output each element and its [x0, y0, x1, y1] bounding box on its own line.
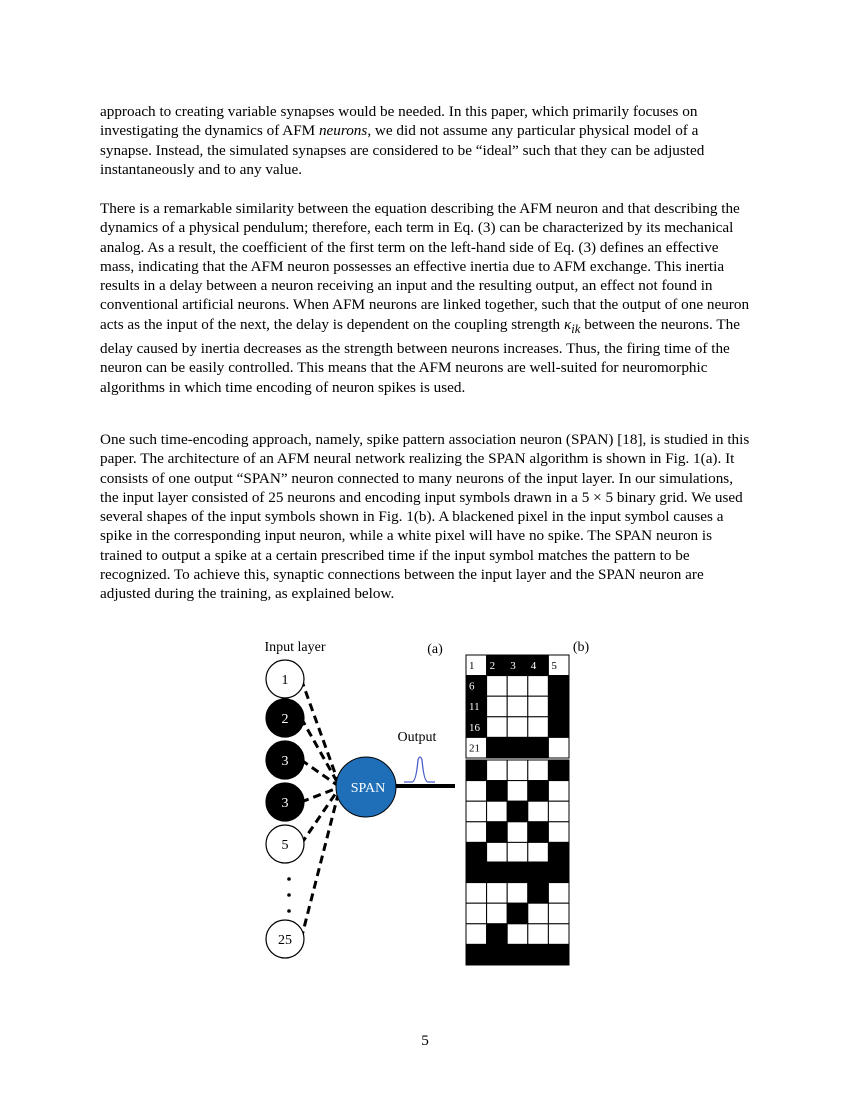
grid-cell — [487, 903, 508, 924]
grid-cell — [487, 676, 508, 697]
grid-cell — [548, 696, 569, 717]
grid-cell — [528, 781, 549, 802]
grid-cell — [548, 862, 569, 883]
grid-cell — [507, 944, 528, 965]
grid-cell — [466, 781, 487, 802]
input-neuron-label: 2 — [281, 712, 289, 727]
symbol-grid — [466, 760, 569, 863]
binary-grids — [466, 655, 569, 965]
grid-cell — [466, 822, 487, 843]
input-neuron-label: 3 — [281, 796, 289, 811]
grid-cell — [487, 781, 508, 802]
grid-cell-number: 3 — [510, 660, 516, 672]
grid-cell — [507, 696, 528, 717]
symbol-grid — [466, 655, 569, 758]
grid-cell — [487, 944, 508, 965]
grid-cell — [466, 862, 487, 883]
output-spike — [404, 757, 435, 782]
grid-cell — [487, 883, 508, 904]
p1-text-before: approach to creating variable synapses would be needed. In this paper, which primarily focuses on investigating the dynamics of AFM — [100, 103, 698, 140]
grid-cell — [528, 842, 549, 863]
grid-cell — [487, 842, 508, 863]
grid-cell — [487, 717, 508, 738]
grid-cell — [548, 717, 569, 738]
page-number: 5 — [421, 1032, 429, 1049]
grid-cell — [466, 801, 487, 822]
grid-cell — [466, 883, 487, 904]
grid-cell — [507, 862, 528, 883]
grid-cell-number: 11 — [469, 701, 480, 714]
grid-cell — [528, 924, 549, 945]
grid-cell-number: 1 — [469, 660, 475, 672]
symbol-grid — [466, 862, 569, 965]
grid-cell — [507, 717, 528, 738]
grid-cell — [466, 944, 487, 965]
kappa-subscript: ik — [571, 321, 581, 336]
ellipsis-dot — [287, 909, 291, 913]
connection-line — [301, 787, 340, 939]
grid-cell — [507, 842, 528, 863]
grid-cell — [528, 883, 549, 904]
grid-cell — [548, 737, 569, 758]
grid-cell-number: 16 — [469, 721, 480, 734]
p2-text-before: There is a remarkable similarity between the equation describing the AFM neuron and that describing the dynamics of a physical pendulum; therefore, each term in Eq. (3) can be characterized by its mechanical analog. As a result, the coefficient of the first term on the left-hand side of Eq. (3) defines an effective mass, indicating that the AFM neuron possesses an effective inertia due to AFM exchange. This inertia results in a delay between a neuron receiving an input and the resulting output, an effect not found in conventional artificial neurons. When AFM neurons are linked together, such that the output of one neuron acts as the input of the next, the delay is dependent on the coupling strength — [100, 200, 750, 333]
kappa-symbol: κ — [563, 315, 572, 333]
grid-cell — [528, 801, 549, 822]
grid-cell — [548, 781, 569, 802]
p2-text-after: between the neurons. The delay caused by inertia decreases as the strength between neurons increases. Thus, the firing time of the neuron can be easily controlled. This means that the AFM neurons are well-suited for neuromorphic algorithms in which time encoding of neuron spikes is used. — [100, 315, 740, 396]
span-label: SPAN — [350, 781, 386, 796]
ellipsis-dot — [287, 893, 291, 897]
input-layer-label: Input layer — [264, 640, 326, 655]
connection-lines — [301, 679, 340, 939]
figure-label-b: (b) — [572, 640, 590, 655]
grid-cell — [548, 760, 569, 781]
grid-cell-number: 21 — [469, 742, 480, 755]
output-label: Output — [397, 730, 437, 745]
grid-cell — [548, 842, 569, 863]
input-neurons — [266, 660, 304, 958]
grid-cell — [507, 903, 528, 924]
grid-cell — [507, 737, 528, 758]
grid-cell — [507, 760, 528, 781]
grid-cell — [507, 801, 528, 822]
connection-line — [301, 718, 340, 787]
connection-line — [301, 679, 340, 787]
grid-cell — [487, 801, 508, 822]
input-neuron-label: 5 — [281, 838, 289, 853]
grid-cell — [528, 737, 549, 758]
connection-line — [301, 760, 340, 787]
grid-cell — [487, 696, 508, 717]
grid-cell-number: 4 — [530, 660, 537, 672]
input-neuron-label: 1 — [281, 673, 289, 688]
grid-cell — [528, 862, 549, 883]
grid-cell — [528, 717, 549, 738]
grid-cell — [528, 696, 549, 717]
grid-cell — [548, 801, 569, 822]
grid-cell — [548, 924, 569, 945]
figure-label-a: (a) — [427, 642, 443, 657]
p1-text-after: , we did not assume any particular physical model of a synapse. Instead, the simulated synapses are considered to be “ideal” such that they can be adjusted instantaneously and to any value. — [100, 122, 705, 178]
grid-cell — [487, 862, 508, 883]
grid-cell — [548, 883, 569, 904]
grid-cell-number: 6 — [469, 680, 475, 693]
p1-emphasis-neurons: neurons — [318, 122, 368, 140]
grid-cell-number: 5 — [551, 660, 557, 672]
grid-cell — [487, 924, 508, 945]
grid-cell-number: 2 — [489, 660, 496, 672]
grid-cell — [507, 883, 528, 904]
grid-cell — [466, 903, 487, 924]
grid-cell — [548, 944, 569, 965]
grid-cell — [487, 760, 508, 781]
grid-cell — [507, 676, 528, 697]
grid-cell — [487, 822, 508, 843]
ellipsis-dot — [287, 877, 291, 881]
grid-cell — [548, 676, 569, 697]
paragraph-span-approach: One such time-encoding approach, namely, spike pattern association neuron (SPAN) [18], is studied in this paper. The architecture of an AFM neural network realizing the SPAN algorithm is shown in Fig. 1(a). It consists of one output “SPAN” neuron connected to many neurons of the input layer. In our simulations, the input layer consisted of 25 neurons and encoding input symbols drawn in a 5 × 5 binary grid. We used several shapes of the input symbols shown in Fig. 1(b). A blackened pixel in the input symbol causes a spike in the corresponding input neuron, while a white pixel will have no spike. The SPAN neuron is trained to output a spike at a certain prescribed time if the input symbol matches the pattern to be recognized. To achieve this, synaptic connections between the input layer and the SPAN neuron are adjusted during the training, as explained below. — [100, 431, 750, 603]
grid-cell — [528, 676, 549, 697]
input-neuron-label: 3 — [281, 754, 289, 769]
grid-cell — [507, 781, 528, 802]
grid-cell — [507, 924, 528, 945]
grid-cell — [528, 944, 549, 965]
grid-cell — [466, 924, 487, 945]
grid-cell — [528, 903, 549, 924]
grid-cell — [466, 760, 487, 781]
grid-cell — [528, 822, 549, 843]
grid-cell — [487, 737, 508, 758]
grid-cell — [548, 903, 569, 924]
grid-cell — [548, 822, 569, 843]
grid-cell — [466, 842, 487, 863]
grid-cell — [507, 822, 528, 843]
grid-cell — [528, 760, 549, 781]
input-neuron-label: 25 — [278, 933, 292, 948]
